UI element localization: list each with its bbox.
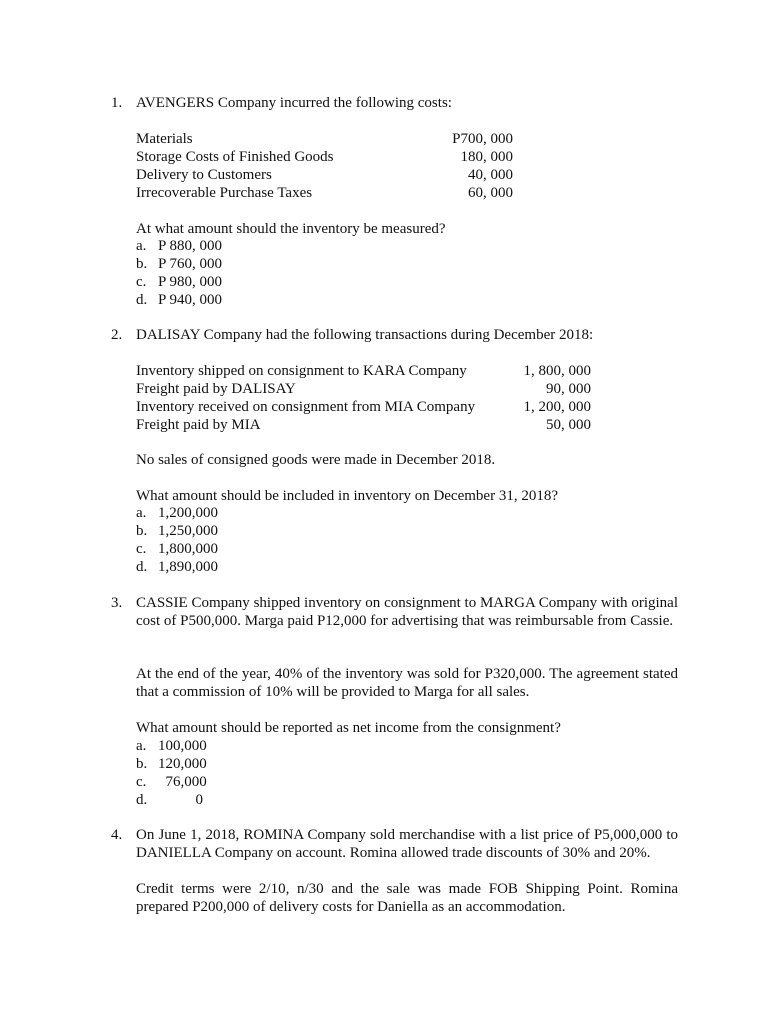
transaction-label: Freight paid by MIA [136, 417, 261, 433]
option-letter: c. [136, 774, 147, 790]
option-letter: d. [136, 792, 148, 808]
cost-label: Materials [136, 131, 193, 147]
question-number: 4. [111, 827, 123, 843]
question-note: No sales of consigned goods were made in December 2018. [136, 452, 496, 468]
option-text: 1,250,000 [158, 523, 218, 539]
answer-option [136, 773, 207, 791]
transaction-amount: 1, 200, 000 [523, 399, 591, 415]
answer-option [136, 791, 203, 809]
option-letter: b. [136, 256, 148, 272]
question-paragraph: At the end of the year, 40% of the inventory was sold for P320,000. The agreement stated that a commission of 10% will be provided to Marga for all sales. [136, 666, 678, 700]
option-text: 1,200,000 [158, 505, 218, 521]
transaction-label: Inventory received on consignment from MIA Company [136, 399, 476, 415]
option-text: 76,000 [158, 774, 207, 790]
question-stem: CASSIE Company shipped inventory on consignment to MARGA Company with original cost of P500,000. Marga paid P12,000 for advertising that was reimbursable from Cassie. [136, 595, 678, 629]
transaction-amount: 50, 000 [546, 417, 591, 433]
answer-option [136, 755, 207, 773]
option-letter: a. [136, 238, 147, 254]
option-text: P 980, 000 [158, 274, 223, 290]
option-text: 0 [158, 792, 203, 808]
option-text: P 940, 000 [158, 292, 223, 308]
option-text: 1,800,000 [158, 541, 218, 557]
question-stem: DALISAY Company had the following transactions during December 2018: [136, 327, 594, 343]
transaction-label: Inventory shipped on consignment to KARA Company [136, 363, 467, 379]
option-letter: b. [136, 523, 148, 539]
answer-option [136, 273, 222, 291]
transaction-amount: 1, 800, 000 [523, 363, 591, 379]
option-text: 100,000 [158, 738, 207, 754]
answer-option [136, 237, 222, 255]
option-text: 1,890,000 [158, 559, 218, 575]
answer-option [136, 540, 218, 558]
option-letter: c. [136, 274, 147, 290]
question-number: 3. [111, 595, 123, 611]
cost-label: Delivery to Customers [136, 167, 272, 183]
question-prompt: At what amount should the inventory be measured? [136, 221, 446, 237]
cost-label: Storage Costs of Finished Goods [136, 149, 334, 165]
transaction-label: Freight paid by DALISAY [136, 381, 296, 397]
answer-option [136, 558, 218, 576]
cost-amount: 60, 000 [468, 185, 513, 201]
option-letter: d. [136, 559, 148, 575]
option-text: 120,000 [158, 756, 207, 772]
question-number: 2. [111, 327, 123, 343]
answer-option [136, 255, 222, 273]
question-paragraph: Credit terms were 2/10, n/30 and the sale was made FOB Shipping Point. Romina prepared P200,000 of delivery costs for Daniella as an accommodation. [136, 881, 678, 915]
answer-option [136, 522, 218, 540]
question-prompt: What amount should be included in inventory on December 31, 2018? [136, 488, 558, 504]
question-prompt: What amount should be reported as net income from the consignment? [136, 720, 561, 736]
option-letter: d. [136, 292, 148, 308]
option-letter: c. [136, 541, 147, 557]
cost-amount: P700, 000 [452, 131, 513, 147]
answer-option [136, 291, 222, 309]
cost-amount: 40, 000 [468, 167, 513, 183]
transaction-amount: 90, 000 [546, 381, 591, 397]
option-letter: a. [136, 505, 147, 521]
question-number: 1. [111, 95, 123, 111]
cost-label: Irrecoverable Purchase Taxes [136, 185, 313, 201]
option-letter: a. [136, 738, 147, 754]
option-letter: b. [136, 756, 148, 772]
cost-amount: 180, 000 [460, 149, 513, 165]
answer-option [136, 504, 218, 522]
question-stem: AVENGERS Company incurred the following costs: [136, 95, 452, 111]
question-stem: On June 1, 2018, ROMINA Company sold merchandise with a list price of P5,000,000 to DANIELLA Company on account. Romina allowed trade discounts of 30% and 20%. [136, 827, 678, 861]
answer-option [136, 737, 207, 755]
option-text: P 760, 000 [158, 256, 223, 272]
option-text: P 880, 000 [158, 238, 223, 254]
